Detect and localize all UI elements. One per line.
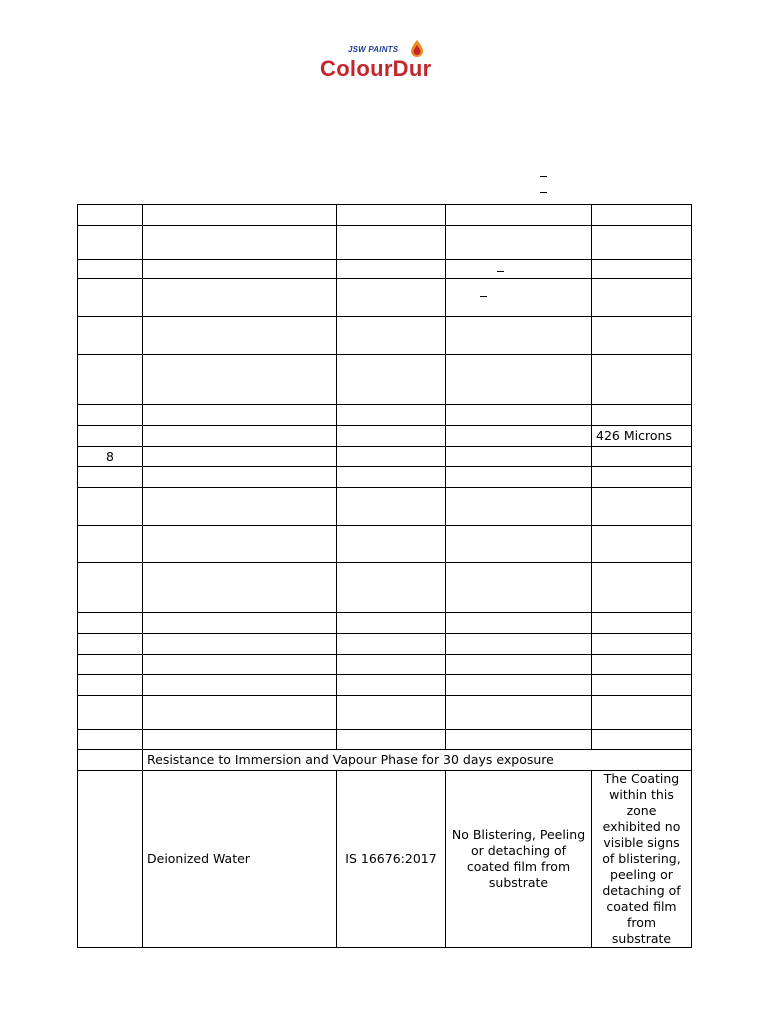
- table-row: [78, 634, 692, 655]
- table-row: [78, 426, 692, 447]
- cell-sno: 8: [78, 447, 143, 467]
- table-row: [78, 613, 692, 634]
- table-row: [78, 771, 692, 948]
- cell-sno: [78, 355, 143, 405]
- cell-sno: [78, 634, 143, 655]
- cell-parameter: [143, 279, 337, 317]
- cell-requirement: [446, 634, 592, 655]
- cell-method: [337, 563, 446, 613]
- cell-requirement: [446, 426, 592, 447]
- cell-result: [592, 526, 692, 563]
- cell-result: [592, 447, 692, 467]
- cell-sno: [78, 467, 143, 488]
- cell-parameter: [143, 447, 337, 467]
- logo-brand-text: JSW PAINTS: [348, 45, 399, 54]
- cell-sno: [78, 426, 143, 447]
- table-row: [78, 675, 692, 696]
- cell-requirement: [446, 467, 592, 488]
- cell-result: [592, 317, 692, 355]
- cell-method: [337, 613, 446, 634]
- cell-method: [337, 355, 446, 405]
- cell-method: [337, 488, 446, 526]
- test-results-table: [77, 204, 691, 948]
- cell-parameter: [143, 226, 337, 260]
- cell-method: [337, 696, 446, 730]
- table-row: [78, 260, 692, 279]
- cell-result: [592, 260, 692, 279]
- cell-result: [592, 655, 692, 675]
- cell-method: [337, 634, 446, 655]
- cell-parameter: [143, 634, 337, 655]
- cell-sno: [78, 226, 143, 260]
- table-row: [78, 696, 692, 730]
- cell-requirement: [446, 613, 592, 634]
- cell-sno: [78, 405, 143, 426]
- cell-method: [337, 675, 446, 696]
- table-row: [78, 563, 692, 613]
- cell-sno: [78, 488, 143, 526]
- cell-requirement: [446, 205, 592, 226]
- cell-parameter: [143, 426, 337, 447]
- cell-result: 426 Microns: [592, 426, 692, 447]
- cell-method: [337, 447, 446, 467]
- table-row: [78, 405, 692, 426]
- table-row: [78, 205, 692, 226]
- cell-parameter: [143, 317, 337, 355]
- cell-requirement: [446, 405, 592, 426]
- cell-requirement: [446, 675, 592, 696]
- cell-requirement: [446, 655, 592, 675]
- cell-requirement: [446, 279, 592, 317]
- cell-sno: [78, 675, 143, 696]
- cell-sno: [78, 279, 143, 317]
- cell-result: [592, 226, 692, 260]
- cell-sno: [78, 205, 143, 226]
- cell-result: [592, 488, 692, 526]
- cell-requirement: [446, 488, 592, 526]
- paint-drop-icon: [410, 40, 424, 57]
- cell-method: [337, 526, 446, 563]
- cell-method: [337, 426, 446, 447]
- cell-parameter: [143, 488, 337, 526]
- logo-title: ColourDur: [320, 56, 432, 81]
- table-row: [78, 355, 692, 405]
- cell-sno: [78, 655, 143, 675]
- cell-sno: [78, 750, 143, 771]
- cell-requirement: [446, 260, 592, 279]
- cell-method: [337, 405, 446, 426]
- cell-result: [592, 730, 692, 750]
- cell-parameter: Deionized Water: [143, 771, 337, 948]
- table-row: [78, 317, 692, 355]
- cell-result: [592, 634, 692, 655]
- cell-sno: [78, 526, 143, 563]
- cell-sno: [78, 730, 143, 750]
- cell-parameter: [143, 730, 337, 750]
- table-row: [78, 467, 692, 488]
- cell-sno: [78, 771, 143, 948]
- cell-requirement: [446, 355, 592, 405]
- cell-parameter: [143, 205, 337, 226]
- cell-requirement: [446, 447, 592, 467]
- cell-requirement: No Blistering, Peeling or detaching of coated film from substrate: [446, 771, 592, 948]
- cell-sno: [78, 696, 143, 730]
- cell-parameter: [143, 675, 337, 696]
- cell-requirement: [446, 226, 592, 260]
- header-dash-1: [540, 176, 547, 177]
- cell-method: [337, 226, 446, 260]
- section-header-row: [78, 750, 692, 771]
- cell-parameter: [143, 355, 337, 405]
- cell-parameter: [143, 405, 337, 426]
- cell-sno: [78, 563, 143, 613]
- table-row: [78, 226, 692, 260]
- cell-parameter: [143, 613, 337, 634]
- cell-requirement: [446, 526, 592, 563]
- cell-parameter: [143, 563, 337, 613]
- cell-parameter: [143, 696, 337, 730]
- cell-result: [592, 675, 692, 696]
- cell-result: [592, 405, 692, 426]
- cell-result: [592, 613, 692, 634]
- table-row: [78, 655, 692, 675]
- cell-result: [592, 696, 692, 730]
- cell-method: [337, 655, 446, 675]
- cell-result: [592, 355, 692, 405]
- cell-method: [337, 317, 446, 355]
- table-row: [78, 447, 692, 467]
- cell-method: [337, 730, 446, 750]
- cell-sno: [78, 613, 143, 634]
- table-row: [78, 526, 692, 563]
- cell-method: [337, 467, 446, 488]
- section-header: Resistance to Immersion and Vapour Phase for 30 days exposure: [143, 750, 692, 771]
- cell-result: [592, 467, 692, 488]
- dash-mark: [480, 296, 487, 297]
- dash-mark: [497, 271, 504, 272]
- company-logo: [0, 40, 768, 90]
- cell-sno: [78, 260, 143, 279]
- cell-requirement: [446, 730, 592, 750]
- cell-method: IS 16676:2017: [337, 771, 446, 948]
- header-dash-2: [540, 192, 547, 193]
- cell-parameter: [143, 260, 337, 279]
- cell-requirement: [446, 563, 592, 613]
- cell-parameter: [143, 655, 337, 675]
- cell-method: [337, 279, 446, 317]
- cell-method: [337, 205, 446, 226]
- logo-brand-row: [348, 45, 398, 54]
- cell-result: [592, 279, 692, 317]
- cell-result: The Coating within this zone exhibited no visible signs of blistering, peeling or detaching of coated film from substrate: [592, 771, 692, 948]
- table-row: [78, 279, 692, 317]
- cell-requirement: [446, 696, 592, 730]
- table-row: [78, 488, 692, 526]
- cell-requirement: [446, 317, 592, 355]
- cell-result: [592, 563, 692, 613]
- cell-sno: [78, 317, 143, 355]
- cell-method: [337, 260, 446, 279]
- cell-result: [592, 205, 692, 226]
- table-row: [78, 730, 692, 750]
- cell-parameter: [143, 467, 337, 488]
- cell-parameter: [143, 526, 337, 563]
